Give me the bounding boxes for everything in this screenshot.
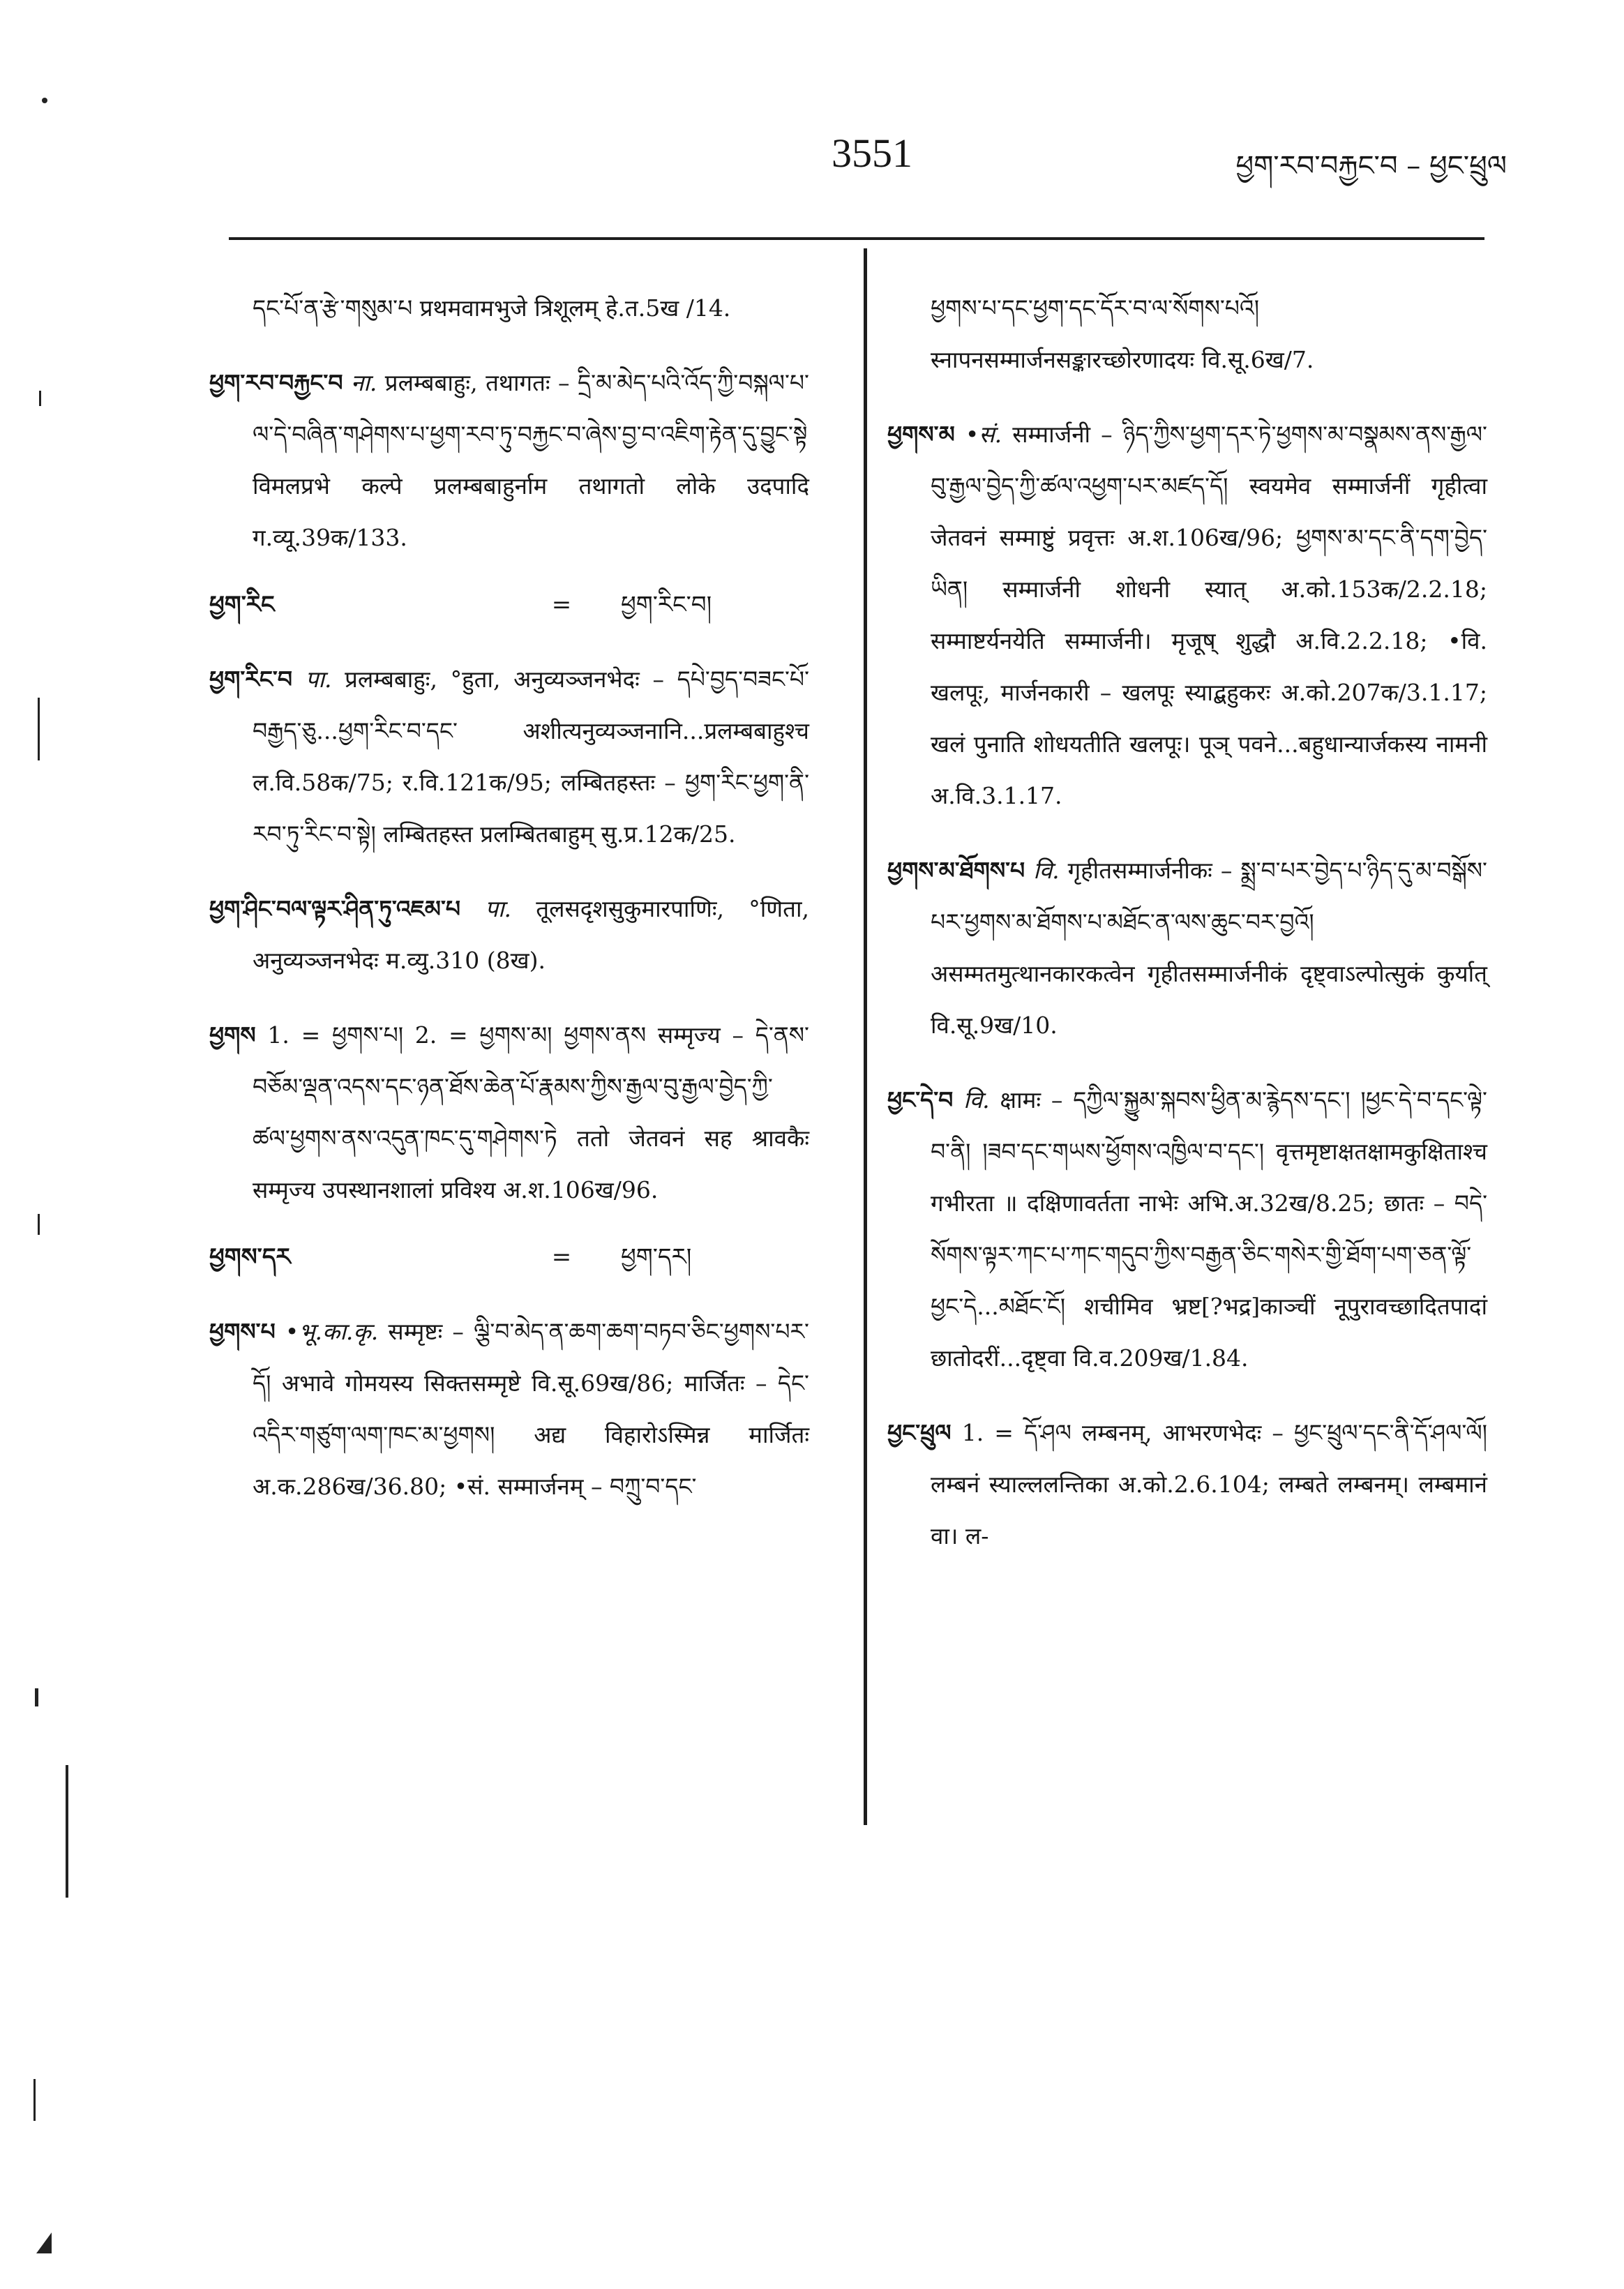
scan-mark [42,98,47,103]
running-head: ཕྱག་རབ་བརྐྱང་བ – ཕྱང་ཕྲུལ [1235,150,1507,182]
header-rule [229,237,1484,240]
entry-headword: ཕྱང་ཕྲུལ [887,1419,952,1446]
continued-entry: ཕྱགས་པ་དང་ཕྱག་དང་དོར་བ་ལ་སོགས་པའོ། स्नापनसम्मार्जनसङ्कारच्छोरणादयः वि.सू.6ख/7. [931,294,1314,373]
grammar-label: पा. [305,666,332,693]
dictionary-entry [887,845,1487,1051]
entry-headword: ཕྱག་རབ་བརྐྱང་བ [209,369,343,396]
grammar-label: वि. [963,1086,990,1113]
scan-mark [38,698,40,760]
equals-sign: = [551,1243,572,1271]
dictionary-entry [887,1407,1487,1562]
grammar-label: •सं. [965,421,1002,448]
scan-mark [38,1214,40,1235]
entry-headword: ཕྱག་ཤིང་བལ་ལྟར་ཤིན་ཏུ་འཇམ་པ [209,895,461,922]
entry-definition: 1. = ཕྱགས་པ། 2. = ཕྱགས་མ། ཕྱགས་ནས सम्मृज्य – དེ་ནས་བཅོམ་ལྡན་འདས་དང་ཉན་ཐོས་ཆེན་པོ་རྣམས་ཀྱིས་རྒྱལ་བུ་རྒྱལ་བྱེད་ཀྱི་ཚལ་ཕྱགས་ནས་འདུན་ཁང་དུ་གཤེགས་ཏེ ततो जेतवनं सह श्रावकैः सम्मृज्य उपस्थानशालां प्रविश्य अ.श.106ख/96. [253,1021,809,1203]
entry-headword: ཕྱག་རིང [209,591,275,619]
page-number: 3551 [832,130,912,176]
scan-mark [21,2232,52,2253]
scan-mark [66,1765,68,1898]
reference-target: ཕྱག་དར། [621,1243,692,1271]
continued-entry: དང་པོ་ན་རྩེ་གསུམ་པ प्रथमवामभुजे त्रिशूलम् हे.त.5ख /14. [253,294,731,322]
dictionary-entry [209,883,809,986]
entry-definition: क्षामः – དཀྱིལ་སྐྱུམ་སྐབས་ཕྱིན་མ་རྙེདས་དང་། །ཕྱང་དེ་བ་དང་ལྟེ་བ་ནི། །ཟབ་དང་གཡས་ཕྱོགས་འཁྱིལ་བ་དང་། वृत्तमृष्टाक्षतक्षामकुक्षिताश्च गभीरता ॥ दक्षिणावर्तता नाभेः अभि.अ.32ख/8.25; छातः – བདེ་སོགས་ལྟར་ཀང་པ་ཀང་གདུབ་ཀྱིས་བརྒྱན་ཅིང་གསེར་གྱི་ཐོག་པག་ཅན་ལྟོ་ཕྱང་དེ...མཐོང་ངོ། शचीमिव भ्रष्ट[?भद्र]काञ्चीं नूपुरावच्छादितपादां छातोदरीं...दृष्ट्वा वि.व.209ख/1.84. [931,1086,1487,1372]
scan-mark [33,2079,36,2121]
entry-definition: सम्मार्जनी – ཉིད་ཀྱིས་ཕྱག་དར་ཏེ་ཕྱགས་མ་བསྣམས་ནས་རྒྱལ་བུ་རྒྱལ་བྱེད་ཀྱི་ཚལ་འཕྱག་པར་མཛད་དོ། स्वयमेव सम्मार्जनीं गृहीत्वा जेतवनं सम्माष्टुं प्रवृत्तः अ.श.106ख/96; ཕྱགས་མ་དང་ནི་དག་བྱེད་ཡིན། सम्मार्जनी शोधनी स्यात् अ.को.153क/2.2.18; सम्माष्टर्यनयेति सम्मार्जनी। मृजूष् शुद्धौ अ.वि.2.2.18; •वि. खलपूः, मार्जनकारी – खलपूः स्याद्बहुकरः अ.को.207क/3.1.17; खलं पुनाति शोधयतीति खलपूः। पूञ् पवने...बहुधान्यार्जकस्य नामनी अ.वि.3.1.17. [931,421,1487,809]
scan-mark [35,1688,38,1706]
entry-headword: ཕྱགས་དར [209,1243,291,1271]
entry-definition: प्रलम्बबाहुः, °हुता, अनुव्यञ्जनभेदः – དཔེ་བྱད་བཟང་པོ་བརྒྱད་ཅུ...ཕྱག་རིང་བ་དང་ अशीत्यनुव्यञ्जनानि...प्रलम्बबाहुश्च ल.वि.58क/75; र.वि.121क/95; लम्बितहस्तः – ཕྱག་རིང་ཕྱག་ནི་རབ་ཏུ་རིང་བ་སྟེ། लम्बितहस्त प्रलम्बितबाहुम् सु.प्र.12क/25. [253,666,809,848]
entry-headword: ཕྱགས་མ་ཐོགས་པ [887,857,1025,884]
cross-reference [209,579,809,631]
entry-headword: ཕྱགས [209,1021,256,1049]
dictionary-entry [209,654,809,860]
entry-definition: गृहीतसम्मार्जनीकः – སྨྲ་བ་པར་བྱེད་པ་ཉིད་དུ་མ་བསྒོས་པར་ཕྱགས་མ་ཐོགས་པ་མཐོང་ན་ལས་ཆུང་བར་བྱའོ། असम्मतमुत्थानकारकत्वेन गृहीतसम्मार्जनीकं दृष्ट्वाऽल्पोत्सुकं कुर्यात् वि.सू.9ख/10. [931,857,1487,1039]
entry-headword: ཕྱགས་པ [209,1318,276,1345]
grammar-label: ना. [350,369,377,396]
entry-definition: प्रलम्बबाहुः, तथागतः – དྲི་མ་མེད་པའི་འོད་ཀྱི་བསྐལ་པ་ལ་དེ་བཞིན་གཤེགས་པ་ཕྱག་རབ་ཏུ་བརྐྱང་བ་ཞེས་བྱ་བ་འཇིག་རྟེན་དུ་བྱུང་སྟེ विमलप्रभे कल्पे प्रलम्बबाहुर्नाम तथागतो लोके उदपादि ग.व्यू.39क/133. [253,369,809,551]
entry-headword: ཕྱང་དེ་བ [887,1086,954,1113]
scan-mark [39,391,41,406]
grammar-label: •भू.का.कृ. [285,1318,379,1345]
reference-target: ཕྱག་རིང་བ། [621,591,712,619]
dictionary-entry [887,409,1487,822]
equals-sign: = [551,591,572,619]
entry-headword: ཕྱགས་མ [887,421,955,448]
grammar-label: वि. [1033,857,1060,884]
dictionary-entry [209,1010,809,1216]
grammar-label: पा. [485,895,512,922]
left-column [209,260,809,1528]
entry-headword: ཕྱག་རིང་བ [209,666,292,693]
page-header [0,0,1624,230]
dictionary-entry [209,1306,809,1513]
entry-definition: 1. = དོ་ཤལ लम्बनम्, आभरणभेदः – ཕྱང་ཕྲུལ་དང་ནི་དོ་ཤལ་ལོ། लम्बनं स्याल्ललन्तिका अ.को.2.6.104; लम्बते लम्बनम्। लम्बमानं वा। ल- [931,1419,1488,1549]
right-column [887,260,1487,1577]
entry-definition: सम्मृष्टः – ལྕི་བ་མེད་ན་ཆག་ཆག་བཏབ་ཅིང་ཕྱགས་པར་དོ། अभावे गोमयस्य सिक्तसम्मृष्टे वि.सू.69ख/86; मार्जितः – དེང་འདིར་གཙུག་ལག་ཁང་མ་ཕྱགས། अद्य विहारोऽस्मिन्न मार्जितः अ.क.286ख/36.80; •सं. सम्मार्जनम् – བཀྲུ་བ་དང་ [253,1318,810,1500]
dictionary-entry [887,1074,1487,1384]
entry-definition: तूलसदृशसुकुमारपाणिः, °णिता, अनुव्यञ्जनभेदः म.व्यु.310 (8ख). [253,895,809,974]
column-divider [864,248,867,1825]
dictionary-entry [209,357,809,564]
cross-reference [209,1231,809,1283]
